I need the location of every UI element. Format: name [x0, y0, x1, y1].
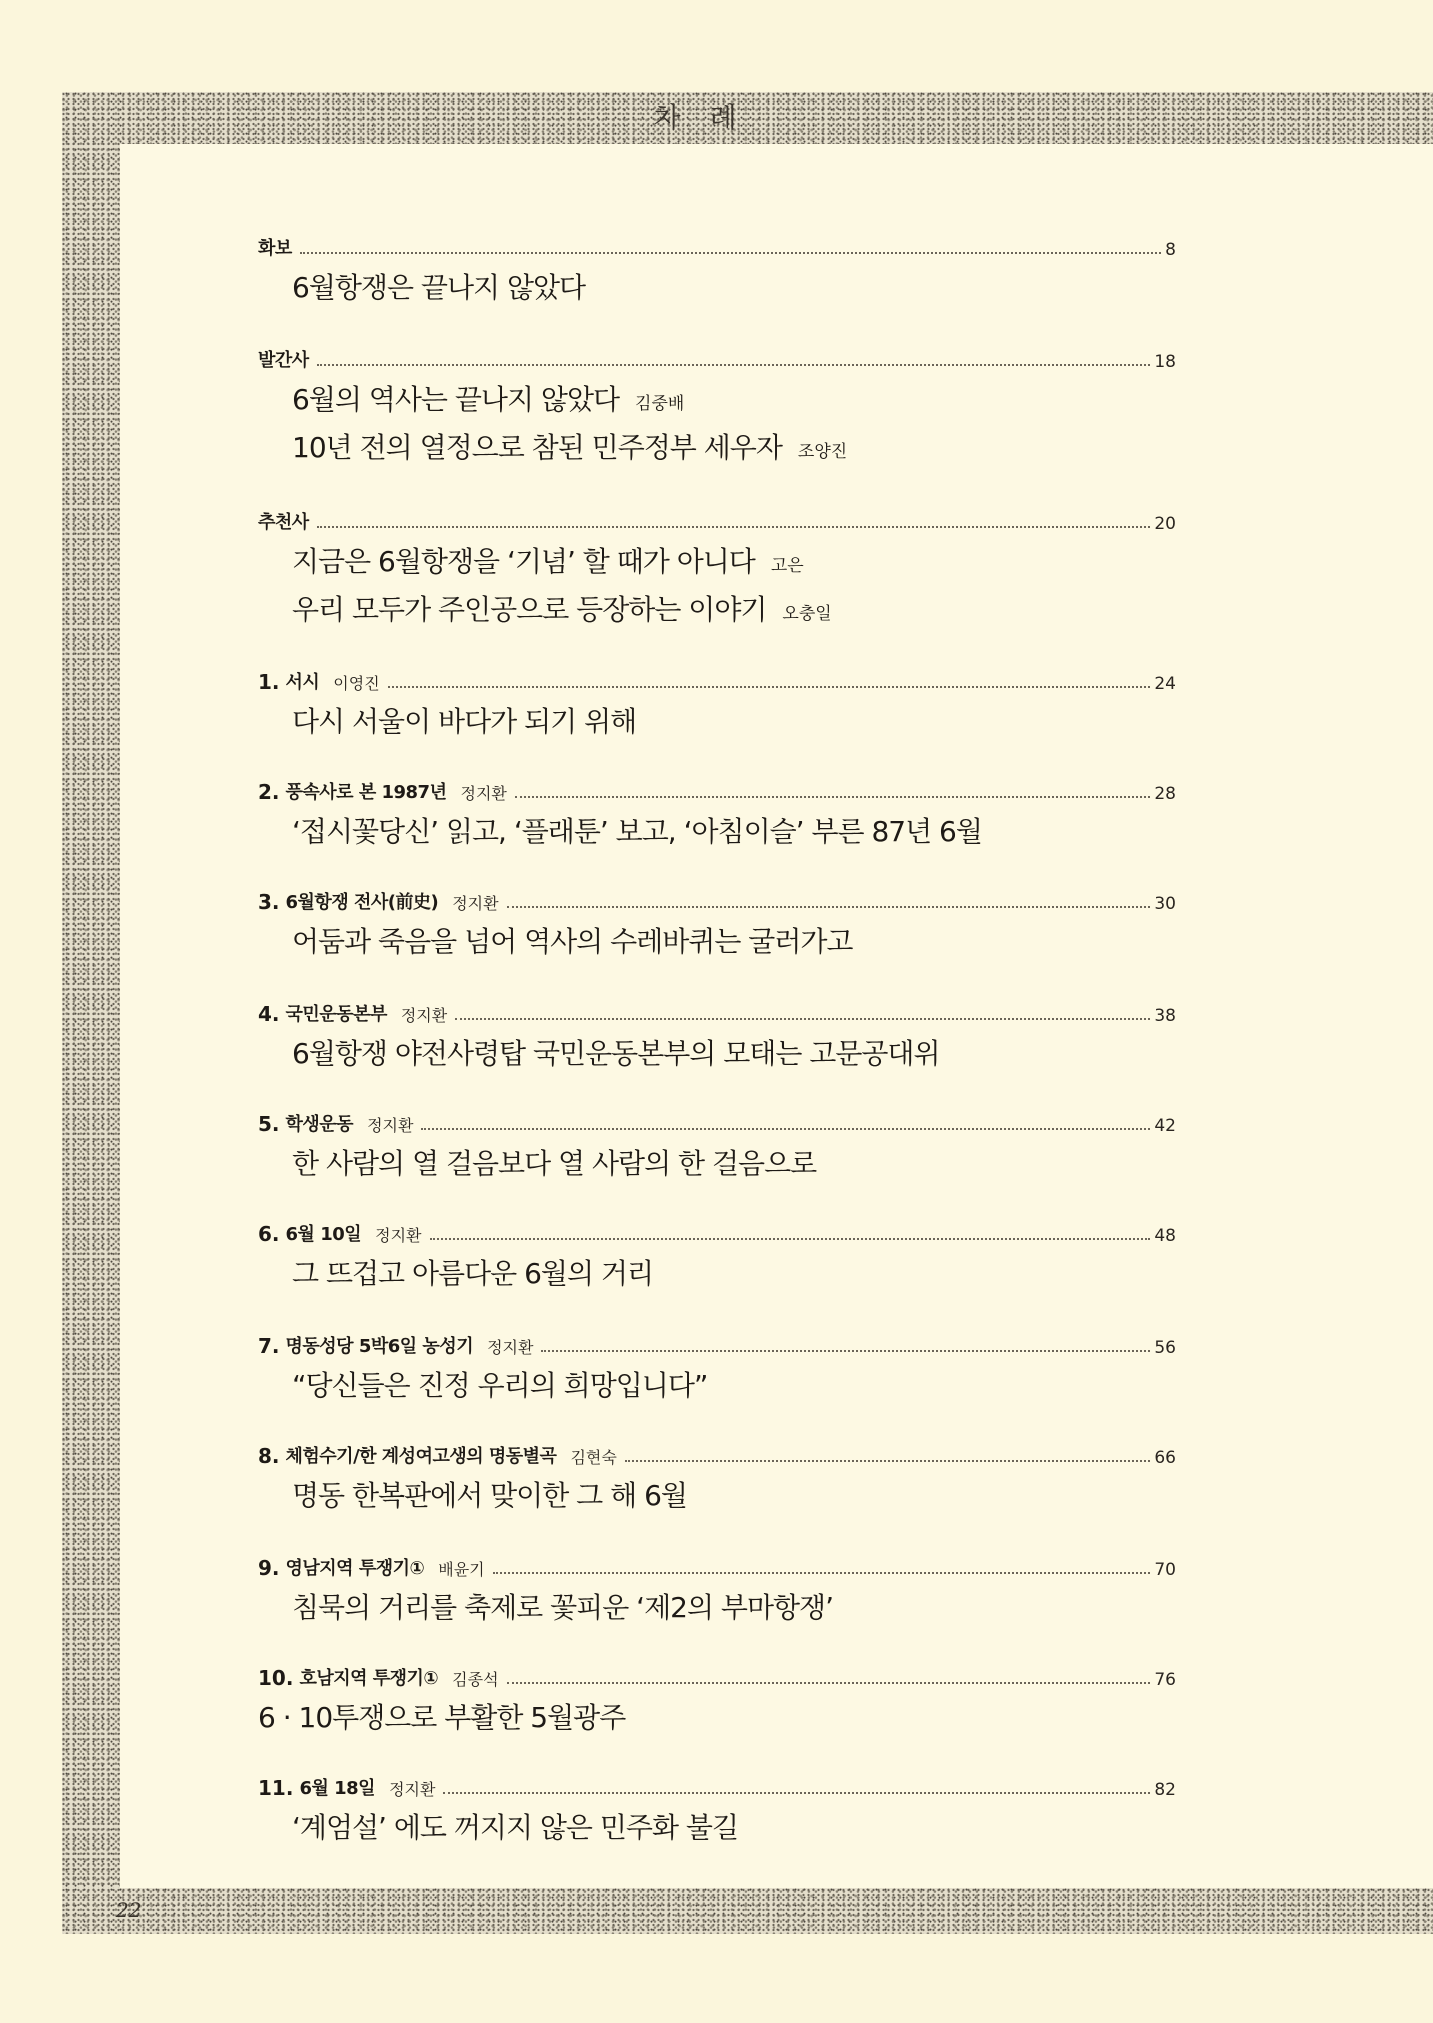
toc-entry [258, 1550, 1176, 1628]
entry-number: 4. [258, 1002, 280, 1026]
toc-entry [258, 884, 1176, 962]
entry-page-number: 24 [1154, 674, 1176, 694]
toc-entry-heading [258, 1438, 1176, 1468]
toc-entry-heading [258, 504, 1176, 534]
entry-title-text: 명동 한복판에서 맞이한 그 해 6월 [292, 1479, 687, 1512]
entry-number: 2. [258, 780, 280, 804]
page-number: 22 [116, 1898, 142, 1922]
entry-page-number: 70 [1154, 1560, 1176, 1580]
entry-section-label: 풍속사로 본 1987년 [285, 782, 447, 803]
entry-number: 6. [258, 1222, 280, 1246]
entry-title [258, 380, 1176, 424]
dotted-leader [507, 1682, 1151, 1684]
toc-entry-heading [258, 884, 1176, 914]
toc-entry-heading [258, 1216, 1176, 1246]
entry-section-label: 호남지역 투쟁기① [299, 1668, 439, 1689]
dotted-leader [507, 906, 1151, 908]
entry-title [258, 1588, 1176, 1628]
entry-page-number: 30 [1154, 894, 1176, 914]
entry-author: 정지환 [375, 1226, 422, 1245]
entry-title [258, 1476, 1176, 1516]
entry-title-text: 한 사람의 열 걸음보다 열 사람의 한 걸음으로 [292, 1147, 817, 1180]
entry-author: 이영진 [333, 674, 380, 693]
toc-entry [258, 774, 1176, 852]
entry-section-label: 6월항쟁 전사(前史) [285, 892, 439, 913]
entry-title-text: ‘접시꽃당신’ 읽고, ‘플래툰’ 보고, ‘아침이슬’ 부른 87년 6월 [292, 815, 982, 848]
entry-title-text: 어둠과 죽음을 넘어 역사의 수레바퀴는 굴러가고 [292, 925, 853, 958]
toc-entry-heading [258, 1106, 1176, 1136]
entry-title [258, 1144, 1176, 1184]
toc-entry [258, 342, 1176, 472]
entry-author: 정지환 [487, 1338, 534, 1357]
entry-number: 8. [258, 1444, 280, 1468]
entry-section-label: 학생운동 [285, 1114, 354, 1135]
entry-title [258, 922, 1176, 962]
entry-section-label: 화보 [258, 238, 292, 259]
entry-page-number: 48 [1154, 1226, 1176, 1246]
entry-title-author: 김중배 [635, 394, 685, 414]
dotted-leader [388, 686, 1151, 688]
entry-title [258, 1034, 1176, 1074]
entry-author: 정지환 [452, 894, 499, 913]
entry-title-text: “당신들은 진정 우리의 희망입니다” [292, 1369, 708, 1402]
entry-title-author: 오충일 [782, 604, 832, 624]
entry-number: 11. [258, 1776, 294, 1800]
toc-entry-heading [258, 1660, 1176, 1690]
entry-title [258, 702, 1176, 742]
dotted-leader [455, 1018, 1150, 1020]
entry-title-text: 그 뜨겁고 아름다운 6월의 거리 [292, 1257, 653, 1290]
entry-section-label: 국민운동본부 [285, 1004, 387, 1025]
toc-entry [258, 1216, 1176, 1294]
entry-title-text: 10년 전의 열정으로 참된 민주정부 세우자 [292, 431, 782, 464]
entry-title [258, 1366, 1176, 1406]
entry-title-text: 6월항쟁은 끝나지 않았다 [292, 271, 586, 304]
entry-page-number: 56 [1154, 1338, 1176, 1358]
dotted-leader [430, 1238, 1151, 1240]
decorative-frame-left [62, 92, 120, 1934]
toc-entry-heading [258, 996, 1176, 1026]
entry-author: 정지환 [460, 784, 507, 803]
entry-title [258, 268, 1176, 308]
toc-entry-heading [258, 1770, 1176, 1800]
entry-title-text: 우리 모두가 주인공으로 등장하는 이야기 [292, 593, 767, 626]
entry-page-number: 20 [1154, 514, 1176, 534]
entry-title [258, 1698, 1176, 1738]
toc-entry [258, 1770, 1176, 1848]
entry-title-author: 고은 [770, 556, 804, 576]
toc-entry [258, 230, 1176, 308]
entry-section-label: 6월 10일 [285, 1224, 362, 1245]
entry-author: 정지환 [400, 1006, 448, 1025]
entry-title-text: 6월의 역사는 끝나지 않았다 [292, 383, 620, 416]
toc-entry [258, 664, 1176, 742]
toc-entry [258, 1660, 1176, 1738]
dotted-leader [317, 526, 1151, 528]
entry-number: 9. [258, 1556, 280, 1580]
entry-number: 10. [258, 1666, 294, 1690]
toc-entry [258, 1106, 1176, 1184]
entry-title-author: 조양진 [797, 442, 848, 462]
dotted-leader [541, 1350, 1150, 1352]
entry-title [258, 542, 1176, 586]
entry-page-number: 38 [1154, 1006, 1176, 1026]
entry-page-number: 42 [1154, 1116, 1176, 1136]
toc-entry [258, 996, 1176, 1074]
toc-entry [258, 1438, 1176, 1516]
dotted-leader [625, 1460, 1151, 1462]
toc-entry [258, 1328, 1176, 1406]
entry-number: 1. [258, 670, 280, 694]
entry-title [258, 812, 1176, 852]
entry-title [258, 1808, 1176, 1848]
entry-title-text: 침묵의 거리를 축제로 꽃피운 ‘제2의 부마항쟁’ [292, 1591, 833, 1624]
decorative-frame-bottom [62, 1888, 1433, 1934]
toc-entry-heading [258, 774, 1176, 804]
entry-title-text: 지금은 6월항쟁을 ‘기념’ 할 때가 아니다 [292, 545, 755, 578]
entry-title [258, 428, 1176, 472]
toc-entry-heading [258, 1550, 1176, 1580]
entry-number: 5. [258, 1112, 280, 1136]
dotted-leader [443, 1792, 1150, 1794]
entry-title [258, 590, 1176, 634]
dotted-leader [493, 1572, 1151, 1574]
toc-entry-heading [258, 664, 1176, 694]
entry-section-label: 6월 18일 [299, 1778, 376, 1799]
entry-page-number: 82 [1154, 1780, 1176, 1800]
dotted-leader [300, 252, 1161, 254]
entry-title-text: ‘계엄설’ 에도 꺼지지 않은 민주화 불길 [292, 1811, 739, 1844]
entry-section-label: 영남지역 투쟁기① [285, 1558, 425, 1579]
entry-author: 김현숙 [570, 1448, 617, 1467]
entry-section-label: 발간사 [258, 350, 309, 371]
entry-author: 김종석 [452, 1670, 499, 1689]
entry-section-label: 추천사 [258, 512, 309, 533]
entry-page-number: 76 [1154, 1670, 1176, 1690]
entry-section-label: 명동성당 5박6일 농성기 [285, 1336, 474, 1357]
entry-section-label: 서시 [285, 672, 320, 693]
entry-page-number: 66 [1154, 1448, 1176, 1468]
toc-entry-heading [258, 1328, 1176, 1358]
entry-title-text: 6 · 10투쟁으로 부활한 5월광주 [258, 1701, 626, 1734]
entry-section-label: 체험수기/한 계성여고생의 명동별곡 [285, 1446, 557, 1467]
dotted-leader [317, 364, 1151, 366]
entry-author: 정지환 [389, 1780, 436, 1799]
entry-number: 3. [258, 890, 280, 914]
entry-page-number: 8 [1165, 240, 1176, 260]
entry-author: 정지환 [367, 1116, 414, 1135]
toc-entry-heading [258, 342, 1176, 372]
entry-title-text: 6월항쟁 야전사령탑 국민운동본부의 모태는 고문공대위 [292, 1037, 940, 1070]
entry-number: 7. [258, 1334, 280, 1358]
dotted-leader [515, 796, 1151, 798]
dotted-leader [421, 1128, 1150, 1130]
entry-page-number: 18 [1154, 352, 1176, 372]
entry-title-text: 다시 서울이 바다가 되기 위해 [292, 705, 637, 738]
toc-entry [258, 504, 1176, 634]
page-title: 차 례 [653, 101, 747, 134]
entry-title [258, 1254, 1176, 1294]
entry-author: 배윤기 [438, 1560, 485, 1579]
toc-entry-heading [258, 230, 1176, 260]
entry-page-number: 28 [1154, 784, 1176, 804]
